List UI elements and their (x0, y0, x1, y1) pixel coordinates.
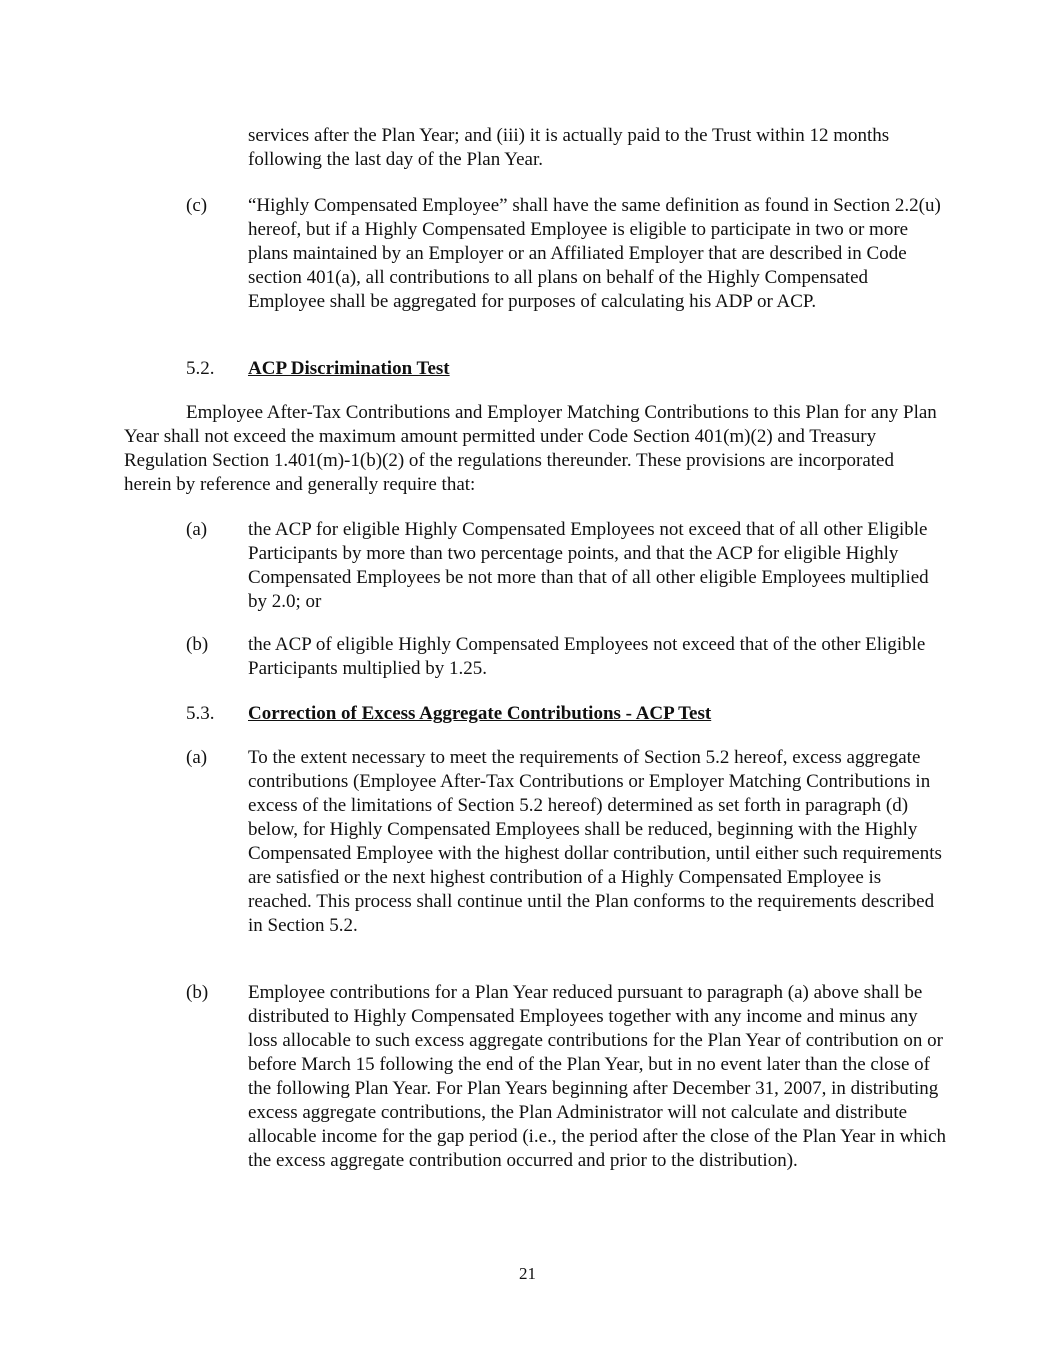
list-item-text: “Highly Compensated Employee” shall have the same definition as found in Section 2.2(u) hereof, but if a Highly Compensated Employee is eligible to participate in two or more plans maintained by an Employer or an Affiliated Employer that are described in Code section 401(a), all contributions to all plans on behalf of the Highly Compensated Employee shall be aggregated for purposes of calculating his ADP or ACP. (248, 195, 941, 312)
section-number: 5.2. (186, 358, 215, 379)
list-item-label: (a) (186, 519, 208, 540)
section-title: ACP Discrimination Test (248, 358, 450, 379)
list-item-label: (c) (186, 195, 208, 216)
section-5-2-intro: Employee After-Tax Contributions and Employer Matching Contributions to this Plan for any Plan Year shall not exceed the maximum amount permitted under Code Section 401(m)(2) and Treasury Regulation Section 1.401(m)-1(b)(2) of the regulations thereunder. These provisions are incorporated herein by reference and generally require that: (124, 402, 937, 495)
section-title: Correction of Excess Aggregate Contributions - ACP Test (248, 703, 712, 724)
section-5-3-heading (186, 702, 946, 726)
list-item-label: (a) (186, 747, 208, 768)
section-5-3-item-a (186, 746, 946, 938)
section-5-3-item-b (186, 981, 946, 1173)
list-item-text: the ACP of eligible Highly Compensated Employees not exceed that of the other Eligible Participants multiplied by 1.25. (248, 634, 926, 679)
section-number: 5.3. (186, 703, 215, 724)
page-number: 21 (519, 1264, 536, 1283)
section-5-2-item-b (186, 633, 946, 681)
continuation-paragraph: services after the Plan Year; and (iii) it is actually paid to the Trust within 12 months following the last day of the Plan Year. (248, 125, 890, 170)
section-5-2-heading (186, 357, 946, 381)
list-item-text: To the extent necessary to meet the requirements of Section 5.2 hereof, excess aggregate contributions (Employee After-Tax Contributions or Employer Matching Contributions in excess of the limitations of Section 5.2 hereof) determined as set forth in paragraph (d) below, for Highly Compensated Employees shall be reduced, beginning with the Highly Compensated Employee with the highest dollar contribution, until either such requirements are satisfied or the next highest contribution of a Highly Compensated Employee is reached. This process shall continue until the Plan conforms to the requirements described in Section 5.2. (248, 747, 942, 936)
list-item-text: Employee contributions for a Plan Year reduced pursuant to paragraph (a) above shall be distributed to Highly Compensated Employees together with any income and minus any loss allocable to such excess aggregate contributions for the Plan Year of contribution on or before March 15 following the end of the Plan Year, but in no event later than the close of the following Plan Year. For Plan Years beginning after December 31, 2007, in distributing excess aggregate contributions, the Plan Administrator will not calculate and distribute allocable income for the gap period (i.e., the period after the close of the Plan Year in which the excess aggregate contribution occurred and prior to the distribution). (248, 982, 947, 1171)
list-item-c (186, 194, 946, 314)
list-item-text: the ACP for eligible Highly Compensated Employees not exceed that of all other Eligible Participants by more than two percentage points, and that the ACP for eligible Highly Compensated Employees be not more than that of all other eligible Employees multiplied by 2.0; or (248, 519, 929, 612)
section-5-2-item-a (186, 518, 946, 614)
list-item-label: (b) (186, 634, 209, 655)
list-item-label: (b) (186, 982, 209, 1003)
